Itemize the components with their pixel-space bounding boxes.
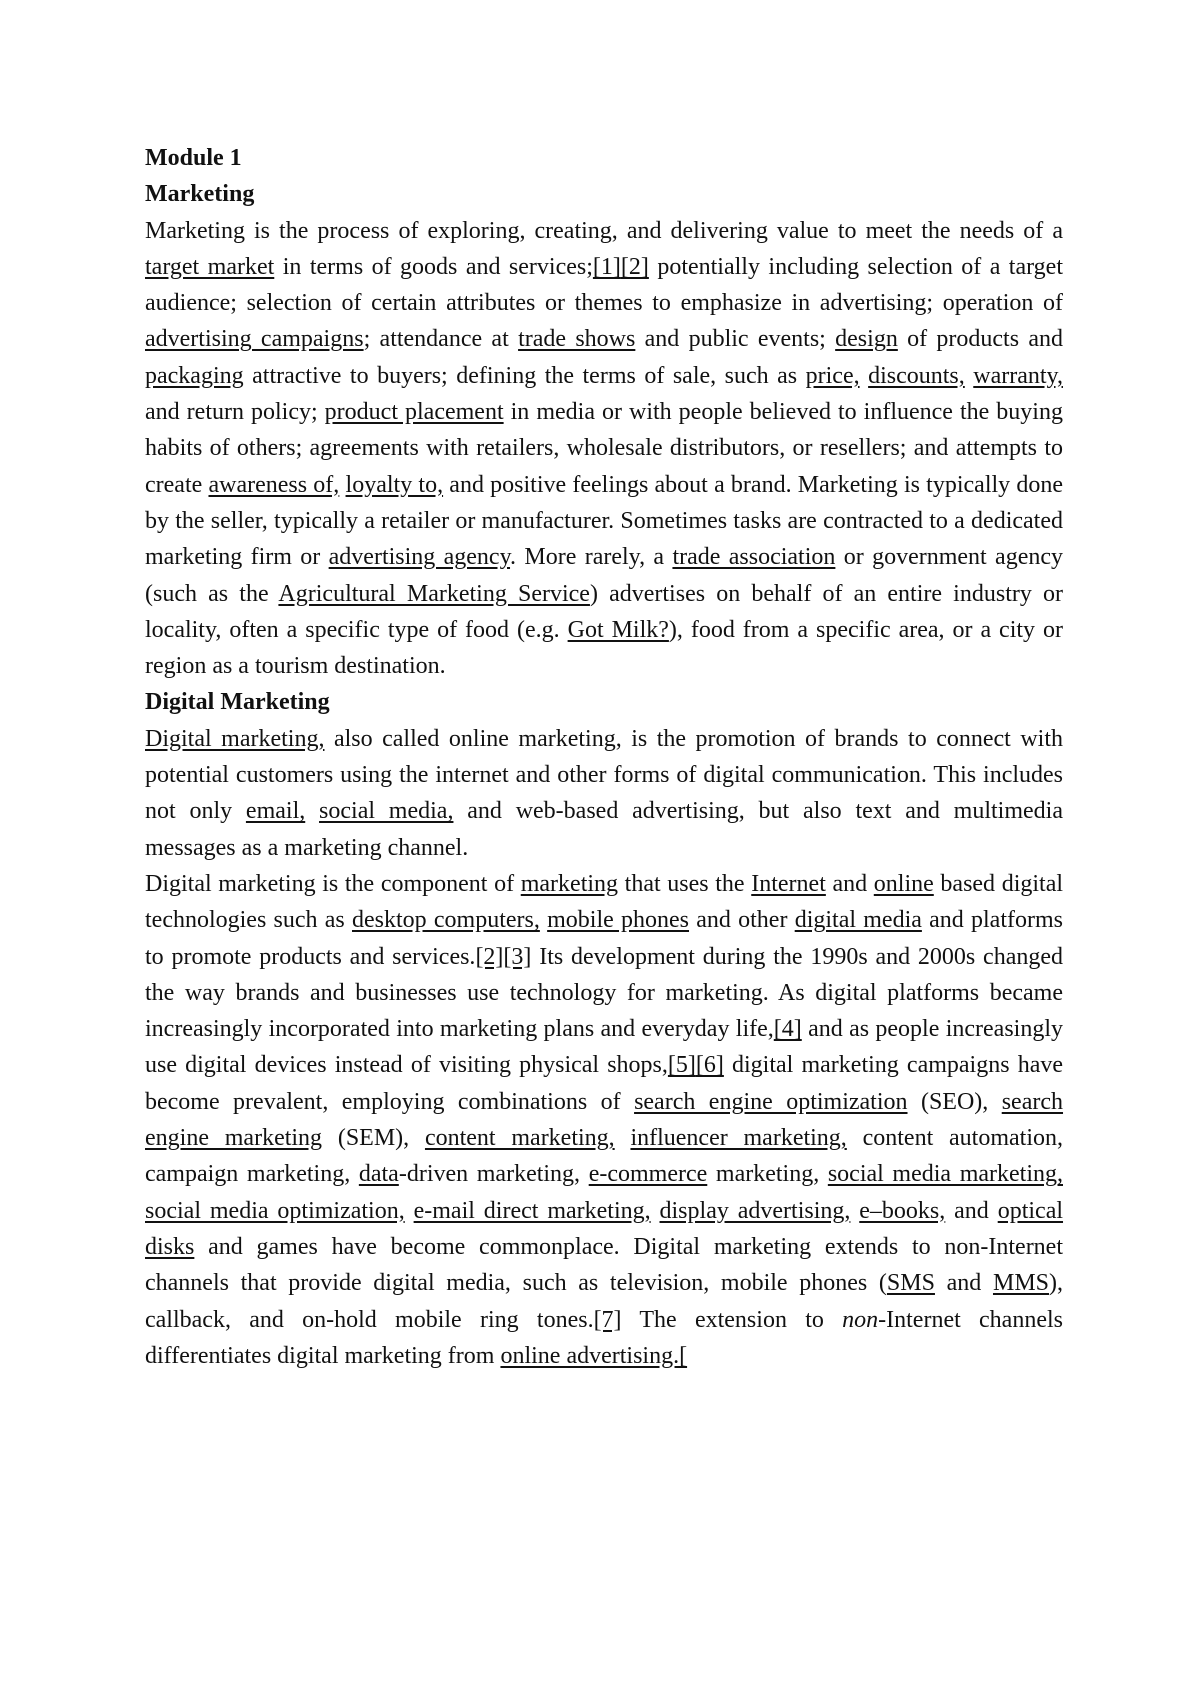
inline-link[interactable]: target market [145, 253, 275, 280]
text-run: potentially including selection of a target audience; selection of certain attributes or themes to emphasize in advertising; operation of [145, 253, 1063, 317]
text-run: Marketing is the process of exploring, creating, and delivering value to meet the needs of a [145, 217, 1063, 244]
text-run: and public events; [635, 326, 836, 353]
inline-link[interactable]: advertising agency [328, 544, 511, 571]
text-run: (SEM), [322, 1125, 425, 1152]
inline-link[interactable]: search engine optimization [634, 1088, 908, 1115]
text-run: marketing, [707, 1161, 828, 1188]
inline-link[interactable]: [4] [773, 1016, 802, 1043]
text-run [860, 363, 869, 389]
text-run: The extension to [621, 1306, 843, 1333]
inline-link[interactable]: trade shows [518, 326, 636, 353]
inline-link[interactable]: [6] [695, 1052, 724, 1079]
text-run [965, 363, 974, 389]
text-run [651, 1198, 660, 1224]
inline-link[interactable]: social media marketing, [827, 1161, 1063, 1188]
text-run: content automation, campaign marketing, [145, 1125, 1063, 1188]
inline-link[interactable]: Internet [751, 870, 826, 897]
text-run: -driven marketing, [398, 1161, 589, 1188]
text-run: . More rarely, a [510, 544, 673, 571]
text-run: ) advertises on behalf of an entire industry or locality, often a specific type of food (e.g. [145, 580, 1063, 643]
inline-link[interactable]: trade association [672, 544, 836, 571]
inline-link[interactable]: optical disks [145, 1197, 1064, 1260]
text-run [850, 1198, 859, 1224]
module-title: Module 1 [145, 145, 242, 171]
text-run: and web-based advertising, but also text and multimedia messages as a marketing channel. [145, 798, 1063, 861]
text-run: and games have become commonplace. Digital marketing extends to non-Internet channels that provide digital media, such as television, mobile phones ( [145, 1233, 1063, 1297]
text-run: Digital marketing is the component of [145, 870, 521, 897]
inline-link[interactable]: design [835, 326, 898, 353]
text-run: or government agency (such as the [145, 544, 1063, 607]
text-run: and platforms to promote products and services. [145, 907, 1063, 970]
inline-link[interactable]: online advertising.[ [500, 1342, 688, 1369]
text-run: of products and [897, 326, 1064, 353]
inline-link[interactable]: [1] [592, 253, 621, 280]
inline-link[interactable]: e–books, [859, 1197, 946, 1224]
inline-link[interactable]: awareness of, [208, 471, 340, 498]
inline-link[interactable]: social media optimization, [145, 1197, 405, 1224]
text-run: that uses the [618, 870, 752, 897]
text-run: digital marketing campaigns have become prevalent, employing combinations of [145, 1052, 1063, 1115]
inline-link[interactable]: online [873, 870, 934, 897]
inline-link[interactable]: [2] [475, 943, 504, 970]
inline-link[interactable]: email, [245, 798, 306, 825]
inline-link[interactable]: marketing [520, 870, 619, 897]
inline-link[interactable]: loyalty to, [345, 471, 444, 498]
text-run [405, 1198, 414, 1224]
text-run: and return policy; [145, 399, 325, 426]
text-run: in media or with people believed to influence the buying habits of others; agreements with retailers, wholesale distributors, or resellers; and attempts to create [145, 399, 1063, 498]
inline-link[interactable]: Got Milk? [567, 616, 669, 643]
inline-link[interactable]: e-mail direct marketing, [413, 1197, 651, 1224]
digital-marketing-paragraph-2 [145, 866, 1063, 1374]
text-run [305, 798, 319, 824]
inline-link[interactable]: [7] [593, 1306, 622, 1333]
inline-link[interactable]: Agricultural Marketing Service [278, 580, 590, 607]
inline-link[interactable]: [3] [503, 943, 532, 970]
inline-link[interactable]: search engine marketing [145, 1088, 1064, 1152]
section-heading-digital-marketing: Digital Marketing [145, 689, 330, 716]
inline-link[interactable]: [5] [667, 1052, 696, 1079]
text-run: and other [689, 907, 795, 934]
text-run: ), callback, and on-hold mobile ring tones. [145, 1270, 1064, 1333]
inline-link[interactable]: social media, [319, 798, 454, 825]
inline-link[interactable]: [2] [620, 253, 649, 280]
text-run [615, 1125, 631, 1151]
text-run: also called online marketing, is the promotion of brands to connect with potential customers using the internet and other forms of digital communication. This includes not only [145, 725, 1063, 825]
inline-link[interactable]: mobile phones [547, 907, 690, 934]
text-run: and [934, 1270, 993, 1297]
inline-link[interactable]: warranty, [973, 362, 1063, 389]
text-run: and [825, 870, 874, 897]
inline-link[interactable]: packaging [145, 362, 244, 389]
inline-link[interactable]: SMS [886, 1270, 935, 1297]
text-run: and as people increasingly use digital devices instead of visiting physical shops, [145, 1016, 1063, 1079]
inline-link[interactable]: influencer marketing, [630, 1125, 847, 1152]
inline-link[interactable]: display advertising, [659, 1197, 851, 1224]
document-page [145, 140, 1063, 1374]
text-run: (SEO), [907, 1088, 1002, 1115]
section-heading-marketing: Marketing [145, 181, 255, 208]
italic-text: non [842, 1306, 879, 1333]
text-run: and positive feelings about a brand. Marketing is typically done by the seller, typically a retailer or manufacturer. Sometimes tasks are contracted to a dedicated marketing firm or [145, 471, 1064, 571]
inline-link[interactable]: e-commerce [588, 1161, 708, 1188]
text-run: ), food from a specific area, or a city or region as a tourism destination. [145, 616, 1063, 680]
inline-link[interactable]: digital media [794, 907, 922, 934]
inline-link[interactable]: desktop computers, [352, 907, 540, 934]
inline-link[interactable]: Digital marketing, [145, 725, 325, 752]
text-run: ; attendance at [363, 326, 519, 353]
inline-link[interactable]: data [358, 1161, 399, 1188]
inline-link[interactable]: content marketing, [424, 1125, 615, 1152]
text-run: based digital technologies such as [145, 870, 1064, 934]
inline-link[interactable]: product placement [324, 399, 504, 426]
text-run: in terms of goods and services; [274, 253, 593, 280]
text-run: and [945, 1197, 998, 1224]
inline-link[interactable]: advertising campaigns [145, 326, 364, 353]
text-run: attractive to buyers; defining the terms of sale, such as [243, 362, 806, 389]
inline-link[interactable]: discounts, [868, 362, 965, 389]
text-run: -Internet channels differentiates digital marketing from [145, 1306, 1063, 1369]
text-run: Its development during the 1990s and 2000s changed the way brands and businesses use technology for marketing. As digital platforms became increasingly incorporated into marketing plans and everyday life, [145, 943, 1064, 1043]
digital-marketing-paragraph-1 [145, 721, 1063, 866]
inline-link[interactable]: price, [805, 362, 860, 389]
inline-link[interactable]: MMS [992, 1270, 1050, 1297]
marketing-paragraph [145, 213, 1063, 685]
